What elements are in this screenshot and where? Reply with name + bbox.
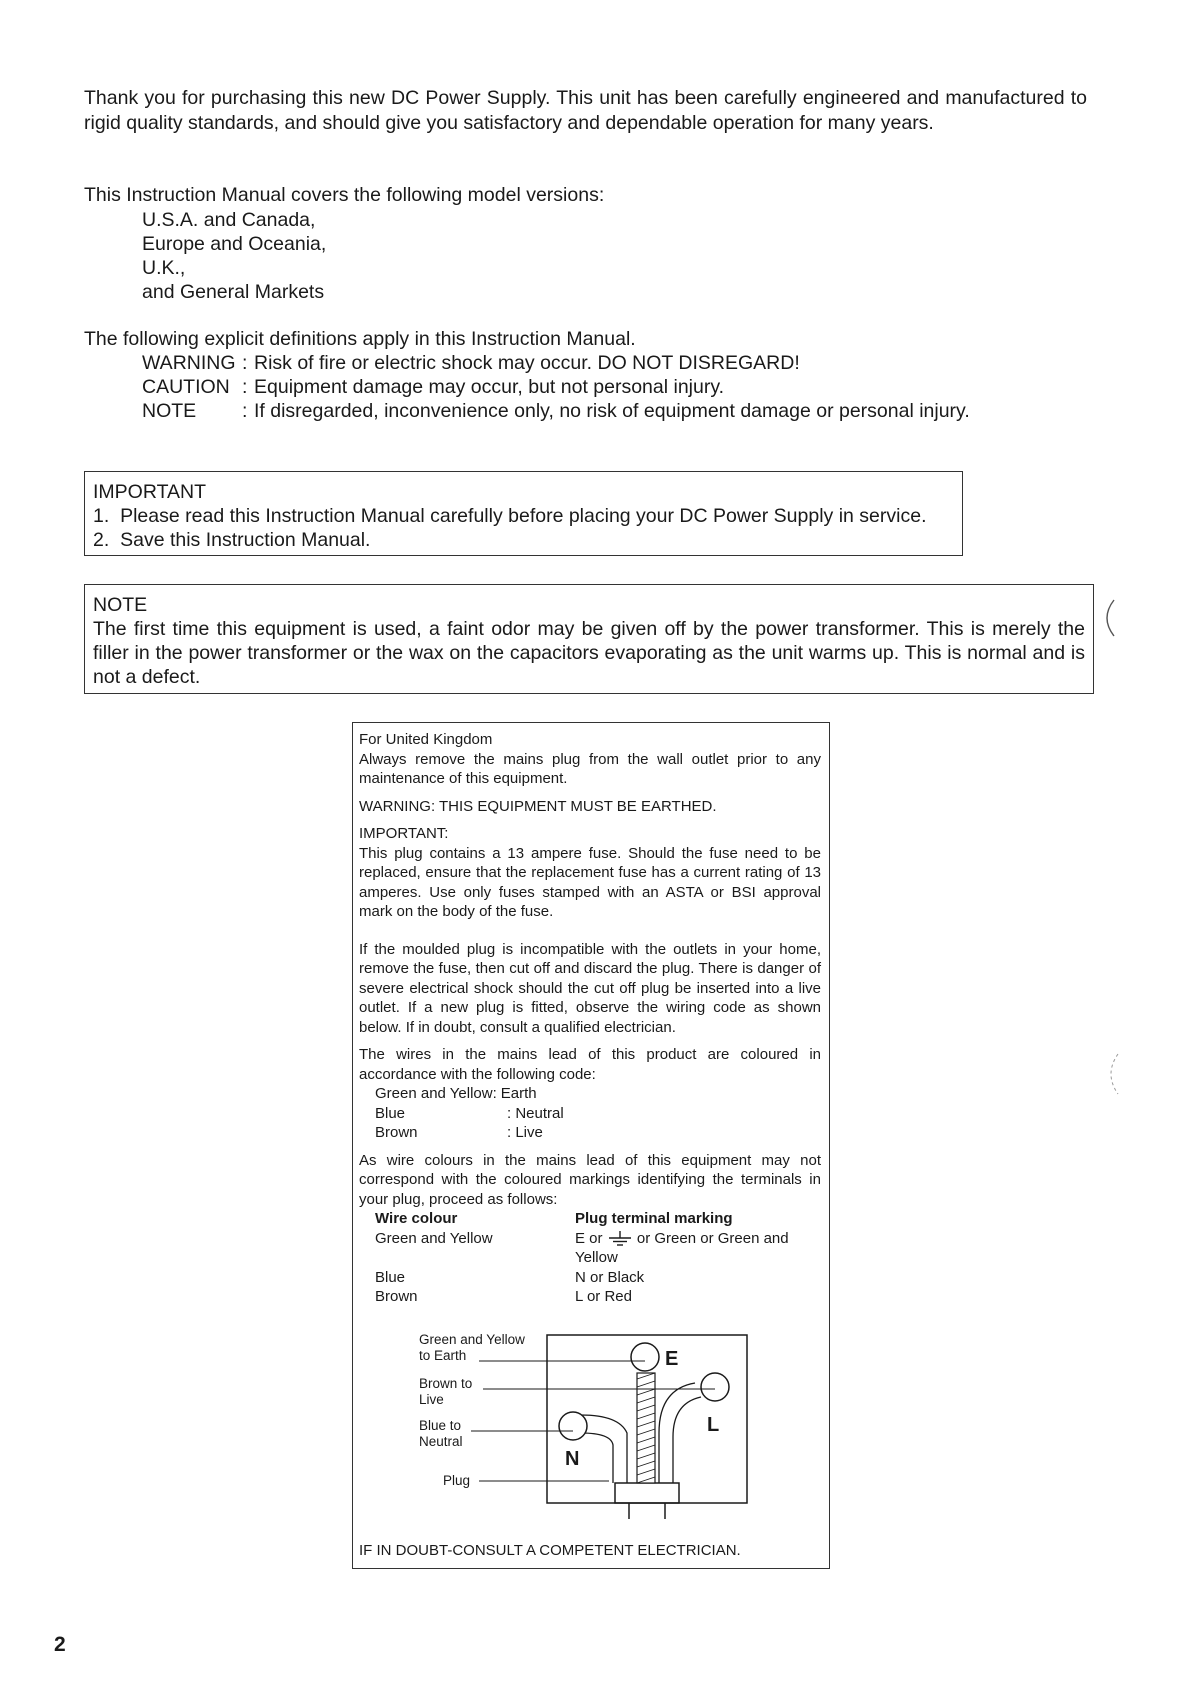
earth-terminal — [631, 1343, 659, 1371]
table-marking-cell: L or Red — [575, 1288, 632, 1305]
earth-symbol-icon — [607, 1231, 633, 1247]
note-text: The first time this equipment is used, a faint odor may be given off by the power transformer. This is merely the filler in the power transformer or the wax on the capacitors evaporating as the unit warms up. This is normal and is not a defect. — [93, 618, 1085, 688]
wire-colour: Blue — [375, 1104, 406, 1122]
table-header-wire: Wire colour — [375, 1210, 458, 1227]
uk-warning: WARNING: THIS EQUIPMENT MUST BE EARTHED. — [359, 797, 717, 815]
uk-maintenance-text: Always remove the mains plug from the wall outlet prior to any maintenance of this equipment. — [359, 750, 821, 787]
label-neutral: Blue to — [419, 1418, 462, 1433]
table-wire-cell: Blue — [375, 1268, 406, 1286]
definition-term: WARNING — [142, 352, 236, 374]
definition-term: CAUTION — [142, 376, 230, 398]
uk-correspond-text: As wire colours in the mains lead of this equipment may not correspond with the coloured markings identifying the terminals in your plug, proceed as follows: — [359, 1151, 821, 1208]
terminal-marking-table — [375, 1209, 821, 1307]
uk-final-warning: IF IN DOUBT-CONSULT A COMPETENT ELECTRICIAN. — [359, 1542, 741, 1559]
label-neutral: Neutral — [419, 1434, 463, 1449]
wire-code-row — [375, 1123, 821, 1143]
uk-notice-box — [352, 722, 830, 1569]
important-title: IMPORTANT — [93, 481, 207, 503]
table-wire-cell: Brown — [375, 1288, 418, 1305]
page-number: 2 — [54, 1633, 66, 1656]
definition-text: If disregarded, inconvenience only, no risk of equipment damage or personal injury. — [254, 400, 970, 422]
important-item: 2. Save this Instruction Manual. — [93, 529, 371, 551]
wire-meaning: Earth — [500, 1085, 537, 1102]
definition-row: CAUTION : Equipment damage may occur, but not personal injury. — [142, 376, 725, 398]
model-list — [142, 208, 326, 304]
model-item: and General Markets — [142, 281, 325, 303]
uk-title: For United Kingdom — [359, 731, 493, 748]
label-earth: Green and Yellow — [419, 1333, 525, 1347]
terminal-letter-live: L — [707, 1414, 720, 1436]
wire-meaning: : Live — [507, 1124, 543, 1141]
terminal-letter-neutral: N — [565, 1448, 580, 1470]
margin-bracket-icon — [1098, 598, 1118, 638]
wire-code-list — [375, 1084, 821, 1143]
wire-code-row — [375, 1104, 821, 1124]
table-wire-cell: Green and Yellow — [375, 1229, 493, 1247]
label-plug: Plug — [443, 1473, 471, 1488]
terminal-letter-earth: E — [665, 1348, 679, 1370]
wire-colour: Green and Yellow: — [375, 1085, 497, 1102]
definitions-title: The following explicit definitions apply in this Instruction Manual. — [84, 328, 636, 350]
definitions-list — [142, 351, 970, 423]
label-live: Brown to — [419, 1376, 473, 1391]
definition-row: WARNING : Risk of fire or electric shock may occur. DO NOT DISREGARD! — [142, 352, 800, 374]
live-wire — [659, 1383, 701, 1483]
uk-wires-intro: The wires in the mains lead of this product are coloured in accordance with the following code: — [359, 1046, 821, 1083]
important-item: 1. Please read this Instruction Manual carefully before placing your DC Power Supply in service. — [93, 505, 927, 527]
uk-moulded-plug-text: If the moulded plug is incompatible with the outlets in your home, remove the fuse, then cut off and discard the plug. There is danger of severe electrical shock should the cut off plug be inserted into a live outlet. If a new plug is fitted, observe the wiring code as shown below. If in doubt, consult a qualified electrician. — [359, 940, 821, 1036]
important-box — [84, 471, 963, 556]
neutral-terminal — [559, 1412, 587, 1440]
definition-term: NOTE — [142, 400, 197, 422]
table-marking-cell: N or Black — [575, 1268, 645, 1286]
uk-important-title: IMPORTANT: — [359, 825, 449, 842]
label-earth: to Earth — [419, 1348, 467, 1363]
definition-row: NOTE : If disregarded, inconvenience only, no risk of equipment damage or personal injury. — [142, 400, 970, 422]
note-title: NOTE — [93, 594, 148, 616]
model-item: U.K., — [142, 257, 186, 279]
neutral-wire — [581, 1415, 627, 1483]
uk-fuse-text: This plug contains a 13 ampere fuse. Should the fuse need to be replaced, ensure that the replacement fuse has a current rating of 13 amperes. Use only fuses stamped with an ASTA or BSI approval mark on the body of the fuse. — [359, 844, 821, 920]
table-marking-cell: E or or Green or Green and Yellow — [575, 1229, 789, 1266]
margin-bracket-icon — [1100, 1050, 1124, 1098]
model-item: U.S.A. and Canada, — [142, 209, 316, 231]
wire-colour: Brown — [375, 1124, 418, 1141]
plug-wiring-diagram — [419, 1333, 759, 1523]
wire-meaning: : Neutral — [507, 1104, 564, 1122]
definition-text: Risk of fire or electric shock may occur. DO NOT DISREGARD! — [254, 352, 800, 374]
note-box — [84, 584, 1094, 694]
intro-paragraph: Thank you for purchasing this new DC Power Supply. This unit has been carefully engineered and manufactured to rigid quality standards, and should give you satisfactory and dependable operation for many years. — [84, 87, 1087, 134]
cable-exit — [615, 1483, 679, 1503]
table-header-marking: Plug terminal marking — [575, 1210, 733, 1227]
wire-code-row — [375, 1084, 821, 1104]
live-terminal — [701, 1373, 729, 1401]
model-item: Europe and Oceania, — [142, 233, 327, 255]
models-title: This Instruction Manual covers the following model versions: — [84, 184, 605, 206]
label-live: Live — [419, 1392, 444, 1407]
definition-text: Equipment damage may occur, but not personal injury. — [254, 376, 725, 398]
